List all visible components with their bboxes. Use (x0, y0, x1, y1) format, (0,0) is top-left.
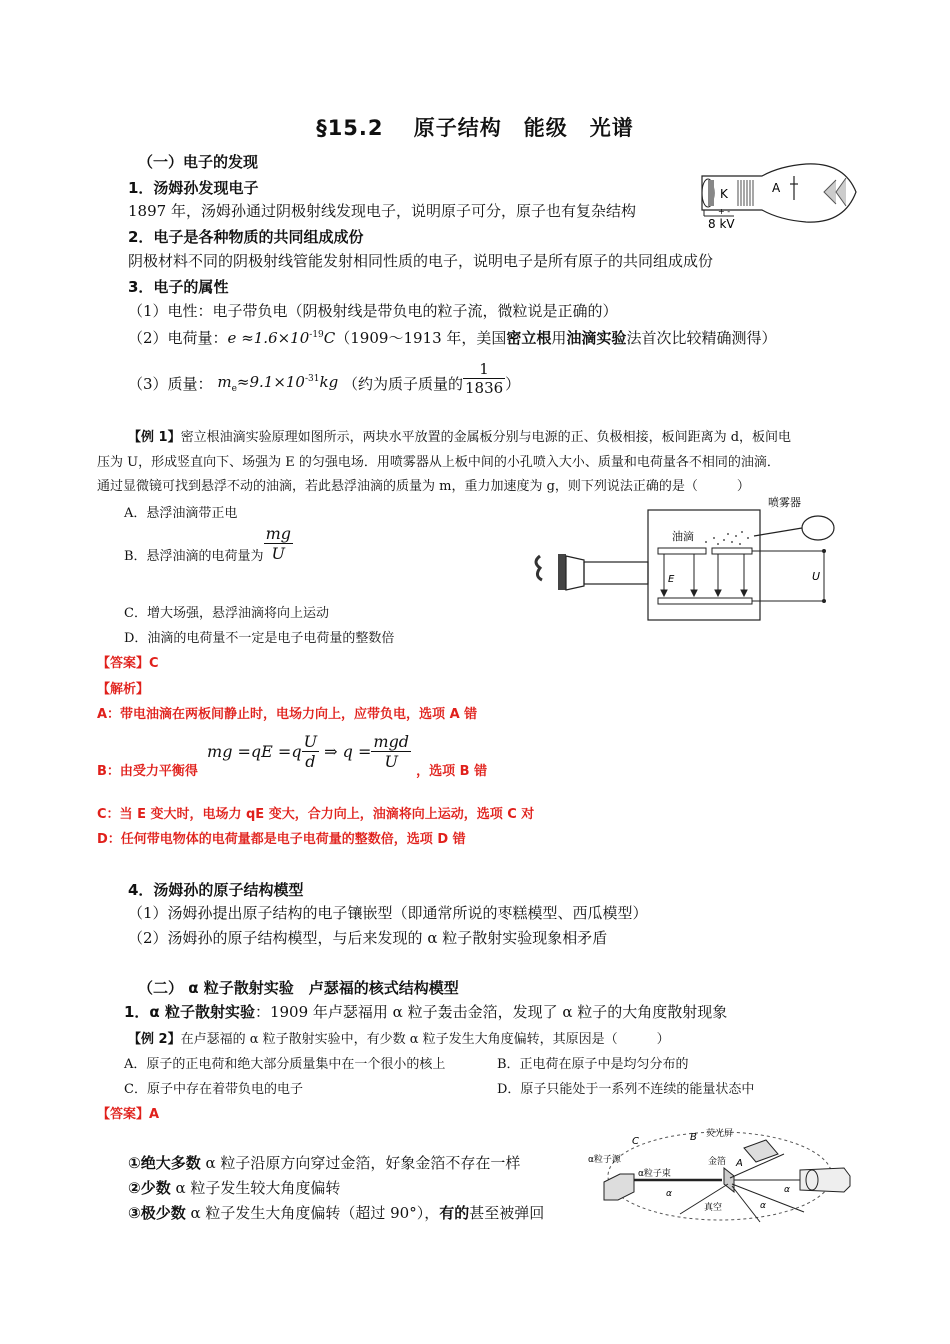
charge-unit: C (323, 329, 336, 347)
formula-fraction-1-num: U (303, 732, 318, 751)
property-charge (128, 327, 776, 348)
millikan-name: 密立根 (506, 329, 552, 347)
ex1-option-b-den: U (271, 544, 286, 563)
alpha-experiment (124, 1001, 727, 1022)
ex1-option-b-text: B．悬浮油滴的电荷量为 (124, 549, 264, 564)
oil-drop-label: 油滴 (672, 530, 694, 543)
charge-formula: e ≈1.6×10 (227, 329, 310, 347)
mass-unit: kg (319, 373, 339, 391)
ex2-option-c: C．原子中存在着带负电的电子 (124, 1082, 303, 1097)
ex1-option-a: A．悬浮油滴带正电 (124, 506, 238, 521)
charge-exponent: -19 (309, 330, 324, 340)
ex1-analysis-b-text: B：由受力平衡得 (97, 764, 198, 779)
alpha-beam-label: α粒子束 (638, 1169, 671, 1179)
field-label: E (668, 574, 675, 585)
section-heading-1: （一）电子的发现 (138, 153, 259, 171)
observation-3-text-2: 甚至被弹回 (469, 1204, 545, 1222)
point-b-label: B (690, 1132, 697, 1143)
property-charge-sign: （1）电性：电子带负电（阴极射线是带负电的粒子流，微粒说是正确的） (128, 302, 618, 320)
cathode-label: K (720, 187, 728, 201)
oil-drop-figure (528, 494, 838, 624)
charge-label: （2）电荷量： (128, 329, 228, 347)
observation-2-text: α 粒子发生较大角度偏转 (170, 1179, 341, 1197)
voltage-label: 8 kV (708, 217, 735, 230)
vacuum-label: 真空 (704, 1203, 723, 1213)
ex1-analysis-a: A：带电油滴在两板间静止时，电场力向上，应带负电，选项 A 错 (97, 707, 478, 722)
ex2-option-d: D．原子只能处于一系列不连续的能量状态中 (497, 1082, 755, 1097)
ex2-option-b: B．正电荷在原子中是均匀分布的 (497, 1057, 689, 1072)
observation-3-bold: ③极少数 (128, 1204, 186, 1222)
observation-3-text: α 粒子发生大角度偏转（超过 90°）， (185, 1204, 440, 1222)
mass-label: （3）质量： (128, 375, 213, 393)
formula-part-2: ⇒ q = (324, 742, 372, 761)
mass-symbol: m (217, 373, 232, 391)
ex2-text: 在卢瑟福的 α 粒子散射实验中，有少数 α 粒子发生大角度偏转，其原因是（ ） (180, 1032, 670, 1047)
ex1-option-b-fraction (264, 524, 293, 563)
ex1-option-b (124, 524, 293, 564)
ex1-line-2: 压为 U，形成竖直向下、场强为 E 的匀强电场．用喷雾器从上板中间的小孔喷入大小、质量和电荷量各不相同的油滴． (97, 455, 780, 470)
charge-note-1: （1909～1913 年，美国 (335, 329, 507, 347)
item-4-p2: （2）汤姆孙的原子结构模型，与后来发现的 α 粒子散射实验现象相矛盾 (128, 929, 608, 947)
mass-note-close: ） (505, 375, 521, 393)
item-2-title: 2．电子是各种物质的共同组成成份 (128, 228, 364, 246)
mass-value: ≈9.1×10 (236, 373, 305, 391)
formula-part-1: mg =qE =q (207, 742, 302, 761)
oil-drop-experiment: 油滴实验 (566, 329, 627, 347)
ex2-answer: 【答案】A (97, 1107, 160, 1122)
property-mass (128, 360, 521, 397)
item-1-text: 1897 年，汤姆孙通过阴极射线发现电子，说明原子可分，原子也有复杂结构 (128, 202, 636, 220)
formula-fraction-1 (302, 732, 319, 771)
mass-fraction-num: 1 (463, 360, 505, 379)
mass-subscript: e (231, 384, 237, 394)
charge-note-2: 法首次比较精确测得） (626, 329, 777, 347)
ex1-analysis-b-formula (207, 732, 411, 771)
anode-label: A (772, 181, 781, 195)
ex1-answer: 【答案】C (97, 656, 159, 671)
item-4-p1: （1）汤姆孙提出原子结构的电子镶嵌型（即通常所说的枣糕模型、西瓜模型） (128, 904, 648, 922)
charge-note-mid: 用 (551, 329, 567, 347)
mass-formula (217, 373, 338, 394)
ex2-question (128, 1028, 670, 1047)
ex2-tag: 【例 2】 (128, 1032, 181, 1047)
observation-1 (128, 1152, 520, 1173)
item-3-title: 3．电子的属性 (128, 278, 229, 296)
sprayer-label: 喷雾器 (768, 496, 801, 509)
mass-fraction-den: 1836 (464, 379, 504, 397)
ex1-text-1: 密立根油滴实验原理如图所示，两块水平放置的金属板分别与电源的正、负极相接，板间距离为 d，板间电 (180, 430, 792, 445)
alpha-label-2: α (760, 1201, 766, 1211)
ex1-analysis-d: D：任何带电物体的电荷量都是电子电荷量的整数倍，选项 D 错 (97, 832, 466, 847)
screen-label: 荧光屏 (706, 1129, 734, 1139)
observation-2 (128, 1177, 340, 1198)
ex1-option-c: C．增大场强，悬浮油滴将向上运动 (124, 606, 329, 621)
observation-1-bold: ①绝大多数 (128, 1154, 201, 1172)
formula-fraction-1-den: d (305, 752, 316, 771)
ex1-option-d: D．油滴的电荷量不一定是电子电荷量的整数倍 (124, 631, 395, 646)
voltage-label-u: U (812, 570, 821, 583)
section-heading-2: （二） α 粒子散射实验 卢瑟福的核式结构模型 (138, 979, 459, 997)
foil-label: 金箔 (708, 1157, 727, 1167)
ex1-option-b-num: mg (265, 524, 291, 543)
alpha-label-1: α (784, 1185, 790, 1195)
observation-3 (128, 1202, 544, 1223)
ex1-line-1 (128, 426, 791, 445)
formula-fraction-2-num: mgd (373, 732, 410, 751)
point-c-label: C (632, 1136, 639, 1147)
ex1-line-3: 通过显微镜可找到悬浮不动的油滴，若此悬浮油滴的质量为 m，重力加速度为 g，则下列说法正确的是（ ） (97, 479, 750, 494)
observation-3-bold-2: 有的 (439, 1204, 470, 1222)
mass-exponent: -31 (304, 374, 320, 384)
alpha-scattering-figure (584, 1118, 864, 1228)
cathode-ray-tube-figure (696, 158, 866, 230)
svg-text:+ -: + - (718, 207, 731, 216)
observation-1-text: α 粒子沿原方向穿过金箔，好象金箔不存在一样 (200, 1154, 521, 1172)
point-a-label: A (736, 1158, 743, 1169)
mass-fraction (463, 360, 505, 397)
alpha-source-label: α粒子源 (588, 1155, 621, 1165)
observation-2-bold: ②少数 (128, 1179, 171, 1197)
ex1-analysis-c: C：当 E 变大时，电场力 qE 变大，合力向上，油滴将向上运动，选项 C 对 (97, 807, 535, 822)
alpha-experiment-title: 1．α 粒子散射实验 (124, 1003, 255, 1021)
ex1-analysis-b-post: ，选项 B 错 (416, 764, 488, 779)
mass-note: （约为质子质量的 (342, 375, 463, 393)
ex1-analysis-b (97, 724, 487, 779)
ex1-tag: 【例 1】 (128, 430, 181, 445)
alpha-label-3: α (666, 1189, 672, 1199)
item-1-title: 1．汤姆孙发现电子 (128, 179, 259, 197)
page-title: §15.2 原子结构 能级 光谱 (316, 116, 634, 140)
item-2-text: 阴极材料不同的阴极射线管能发射相同性质的电子，说明电子是所有原子的共同组成成份 (128, 252, 714, 270)
item-4-title: 4．汤姆孙的原子结构模型 (128, 881, 304, 899)
formula-fraction-2 (371, 732, 411, 771)
alpha-experiment-text: ：1909 年卢瑟福用 α 粒子轰击金箔，发现了 α 粒子的大角度散射现象 (254, 1003, 728, 1021)
ex1-analysis-label: 【解析】 (97, 682, 150, 697)
formula-fraction-2-den: U (384, 752, 398, 771)
ex2-option-a: A．原子的正电荷和绝大部分质量集中在一个很小的核上 (124, 1057, 446, 1072)
